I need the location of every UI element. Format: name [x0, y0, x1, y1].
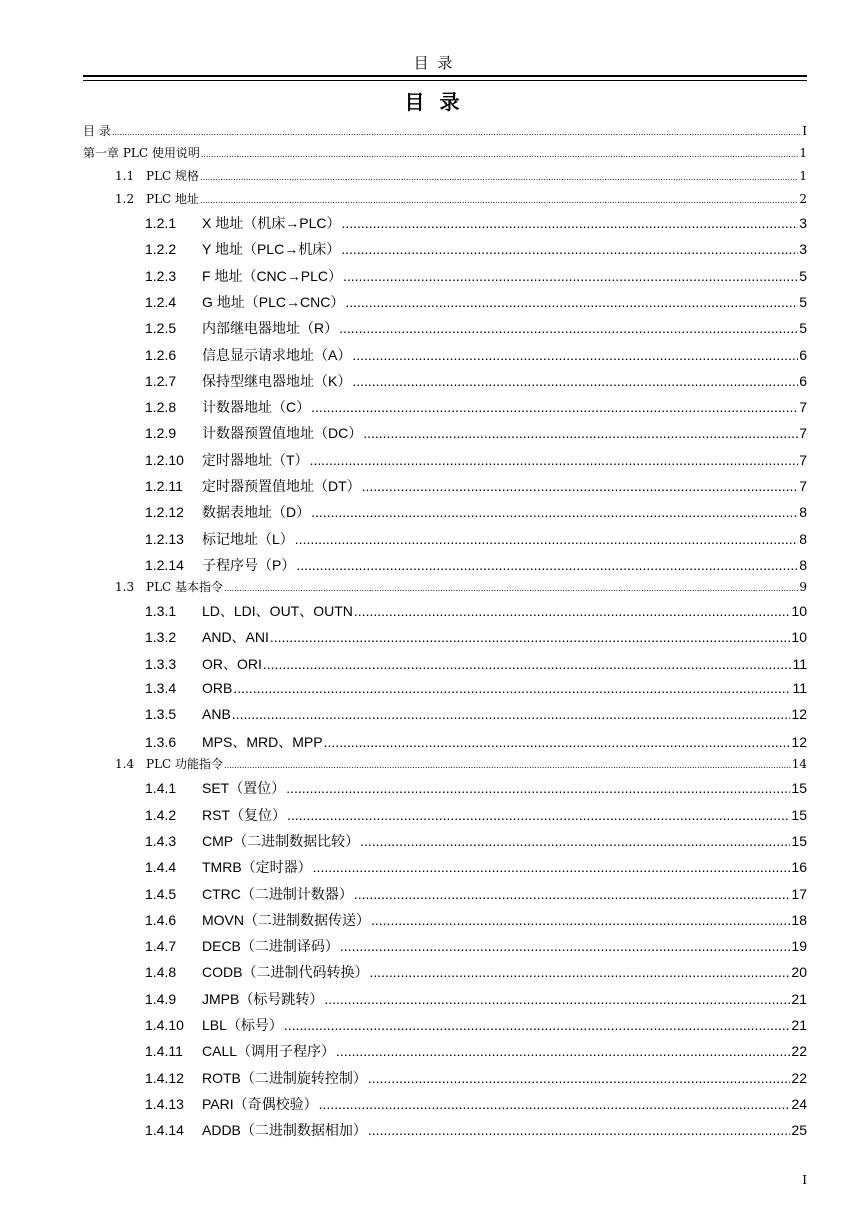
toc-entry-title: CMP（二进制数据比较） [202, 833, 360, 849]
toc-entry-page: 11 [792, 656, 807, 672]
dot-leader [284, 1017, 791, 1031]
toc-entry[interactable] [145, 529, 807, 549]
dot-leader [232, 706, 791, 720]
toc-entry-number: 1.2.1 [145, 215, 177, 231]
toc-entry-number: 1.3.5 [145, 706, 177, 722]
toc-entry-number: 1.1 [115, 169, 135, 183]
toc-entry-number: 1.4.8 [145, 964, 177, 980]
toc-entry-page: 3 [799, 241, 807, 257]
toc-entry-number: 1.4.7 [145, 938, 177, 954]
toc-entry-title: 标记地址（L） [202, 531, 294, 547]
dot-leader [296, 557, 798, 571]
dot-leader [313, 859, 791, 873]
toc-entry[interactable] [145, 423, 807, 443]
toc-entry-page: 15 [791, 780, 807, 796]
dot-leader [360, 833, 790, 847]
toc-entry-number: 1.2.13 [145, 531, 184, 547]
dot-leader [341, 215, 798, 229]
toc-entry[interactable] [145, 884, 807, 904]
toc-entry-page: 16 [791, 859, 807, 875]
toc-entry-number: 1.4.12 [145, 1070, 184, 1086]
dot-leader [352, 347, 798, 361]
toc-entry-title: PARI（奇偶校验） [202, 1096, 318, 1112]
dot-leader [336, 1043, 790, 1057]
toc-entry[interactable] [145, 502, 807, 522]
toc-entry-title: 内部继电器地址（R） [202, 320, 339, 336]
toc-heading: 目 录 [404, 90, 464, 114]
toc-entry-page: 22 [791, 1070, 807, 1086]
toc-entry-number: 1.2.2 [145, 241, 177, 257]
toc-entry[interactable] [145, 936, 807, 956]
toc-entry-number: 1.2.7 [145, 373, 177, 389]
toc-entry-number: 1.4.4 [145, 859, 177, 875]
toc-entry-page: 1 [799, 146, 807, 160]
toc-entry[interactable] [145, 706, 807, 722]
toc-entry-page: 19 [791, 938, 807, 954]
toc-entry-title: LBL（标号） [202, 1017, 283, 1033]
header-rule-thick [83, 75, 807, 77]
toc-entry-page: 15 [791, 833, 807, 849]
dot-leader [311, 504, 798, 518]
dot-leader [112, 127, 801, 135]
toc-entry[interactable] [145, 857, 807, 877]
dot-leader [287, 807, 790, 821]
dot-leader [263, 656, 792, 670]
toc-entry-title: 数据表地址（D） [202, 504, 311, 520]
running-header-title: 目 录 [413, 54, 455, 72]
toc-entry-number: 1.2.3 [145, 268, 177, 284]
toc-entry-page: 8 [799, 557, 807, 573]
toc-entry-page: 3 [799, 215, 807, 231]
toc-entry-title: G 地址（PLC→CNC） [202, 294, 345, 310]
toc-entry[interactable] [145, 345, 807, 365]
toc-entry[interactable] [145, 266, 807, 286]
dot-leader [200, 195, 798, 203]
toc-entry-number: 1.3.4 [145, 680, 177, 696]
toc-entry-number: 1.4.14 [145, 1122, 184, 1138]
dot-leader [233, 680, 791, 694]
toc-entry-title: CTRC（二进制计数器） [202, 886, 353, 902]
toc-entry-title: 目 录 [83, 124, 111, 138]
toc-entry-number: 1.4 [115, 757, 135, 771]
toc-entry-page: 9 [799, 580, 807, 594]
toc-entry-title: ANB [202, 706, 231, 722]
dot-leader [224, 760, 791, 768]
dot-leader [354, 886, 791, 900]
toc-entry-title: PLC 功能指令 [146, 757, 224, 771]
toc-entry-page: 21 [791, 991, 807, 1007]
toc-entry-title: MPS、MRD、MPP [202, 734, 323, 750]
dot-leader [200, 172, 798, 180]
toc-entry-number: 1.4.10 [145, 1017, 184, 1033]
toc-entry[interactable] [145, 318, 807, 338]
dot-leader [286, 780, 790, 794]
header-rule-thin [83, 80, 807, 81]
toc-entry-title: PLC 规格 [146, 169, 200, 183]
toc-entry-number: 1.2.12 [145, 504, 184, 520]
toc-entry[interactable] [145, 778, 807, 798]
toc-entry-number: 1.2 [115, 192, 135, 206]
toc-entry-title: F 地址（CNC→PLC） [202, 268, 343, 284]
toc-entry-number: 1.2.9 [145, 425, 177, 441]
dot-leader [363, 425, 798, 439]
dot-leader [310, 452, 799, 466]
toc-entry-title: RST（复位） [202, 807, 286, 823]
dot-leader [270, 629, 791, 643]
toc-entry-page: 8 [799, 504, 807, 520]
toc-entry[interactable] [83, 144, 807, 161]
toc-entry-title: SET（置位） [202, 780, 286, 796]
toc-entry[interactable] [145, 1015, 807, 1035]
toc-entry-title: Y 地址（PLC→机床） [202, 241, 341, 257]
toc-entry[interactable] [145, 962, 807, 982]
toc-entry-page: 5 [799, 294, 807, 310]
toc-entry[interactable] [145, 831, 807, 851]
toc-entry-title: 计数器预置值地址（DC） [202, 425, 363, 441]
dot-leader [345, 294, 798, 308]
toc-entry[interactable] [145, 1120, 807, 1140]
toc-entry-title: 计数器地址（C） [202, 399, 311, 415]
dot-leader [340, 938, 791, 952]
toc-entry[interactable] [145, 450, 807, 470]
toc-entry[interactable] [145, 476, 807, 496]
toc-entry-number: 1.2.14 [145, 557, 184, 573]
dot-leader [319, 1096, 791, 1110]
toc-entry-page: 6 [799, 347, 807, 363]
toc-entry-number: 1.3.2 [145, 629, 177, 645]
toc-entry-page: 10 [791, 629, 807, 645]
toc-entry-title: 保持型继电器地址（K） [202, 373, 352, 389]
toc-entry[interactable] [145, 910, 807, 930]
toc-entry-number: 1.4.6 [145, 912, 177, 928]
toc-entry-number: 1.3.1 [145, 603, 177, 619]
toc-entry[interactable] [115, 578, 807, 595]
toc-entry-page: 18 [791, 912, 807, 928]
toc-entry-number: 1.4.2 [145, 807, 177, 823]
toc-entry-page: 12 [791, 706, 807, 722]
toc-entry[interactable] [145, 555, 807, 575]
toc-entry-number: 1.2.11 [145, 478, 183, 494]
dot-leader [354, 603, 791, 617]
toc-entry-number: 1.3.3 [145, 656, 177, 672]
toc-entry-page: I [802, 124, 807, 138]
toc-entry-title: DECB（二进制译码） [202, 938, 339, 954]
toc-entry-title: PLC 基本指令 [146, 580, 224, 594]
dot-leader [371, 912, 790, 926]
toc-entry-page: 1 [799, 169, 807, 183]
toc-entry-page: 11 [792, 680, 807, 696]
toc-entry[interactable] [145, 627, 807, 647]
dot-leader [369, 964, 790, 978]
toc-entry-title: LD、LDI、OUT、OUTN [202, 603, 353, 619]
dot-leader [339, 320, 798, 334]
toc-entry[interactable] [145, 239, 807, 259]
toc-entry-page: 2 [799, 192, 807, 206]
toc-entry-page: 21 [791, 1017, 807, 1033]
toc-entry-number: 1.2.8 [145, 399, 177, 415]
toc-entry-title: 定时器地址（T） [202, 452, 309, 468]
toc-entry-title: 定时器预置值地址（DT） [202, 478, 361, 494]
toc-entry-number: 1.4.5 [145, 886, 177, 902]
toc-entry-page: 17 [791, 886, 807, 902]
toc-entry-number: 1.4.13 [145, 1096, 184, 1112]
toc-entry[interactable] [145, 1068, 807, 1088]
dot-leader [311, 399, 798, 413]
toc-entry-page: 14 [791, 757, 807, 771]
toc-entry-number: 1.4.9 [145, 991, 177, 1007]
toc-entry-title: CALL（调用子程序） [202, 1043, 336, 1059]
dot-leader [341, 241, 798, 255]
toc-entry[interactable] [145, 397, 807, 417]
toc-entry-page: 15 [791, 807, 807, 823]
dot-leader [201, 149, 799, 157]
toc-entry-page: 7 [799, 425, 807, 441]
toc-entry-page: 5 [799, 268, 807, 284]
toc-entry-title: 信息显示请求地址（A） [202, 347, 352, 363]
toc-entry-number: 1.3 [115, 580, 135, 594]
toc-entry-number: 1.4.3 [145, 833, 177, 849]
toc-entry-page: 5 [799, 320, 807, 336]
toc-entry-number: 1.3.6 [145, 734, 177, 750]
toc-entry[interactable] [145, 213, 807, 233]
toc-entry-page: 7 [799, 399, 807, 415]
toc-entry-title: ROTB（二进制旋转控制） [202, 1070, 367, 1086]
toc-entry[interactable] [145, 805, 807, 825]
dot-leader [295, 531, 798, 545]
toc-entry-title: 第一章 PLC 使用说明 [83, 146, 200, 160]
toc-entry[interactable] [115, 190, 807, 207]
toc-entry-title: AND、ANI [202, 629, 269, 645]
toc-entry-title: ADDB（二进制数据相加） [202, 1122, 367, 1138]
toc-entry[interactable] [115, 167, 807, 184]
toc-entry[interactable] [145, 601, 807, 621]
toc-entry[interactable] [145, 1094, 807, 1114]
toc-entry-page: 8 [799, 531, 807, 547]
toc-entry-page: 20 [791, 964, 807, 980]
footer-page-number: I [802, 1173, 807, 1187]
toc-entry-number: 1.2.10 [145, 452, 184, 468]
toc-entry[interactable] [145, 1041, 807, 1061]
toc-entry[interactable] [145, 680, 807, 696]
toc-entry-page: 7 [799, 452, 807, 468]
toc-entry-page: 24 [791, 1096, 807, 1112]
toc-entry-title: X 地址（机床→PLC） [202, 215, 341, 231]
toc-entry-title: PLC 地址 [146, 192, 200, 206]
toc-entry[interactable] [83, 122, 807, 139]
toc-entry-title: CODB（二进制代码转换） [202, 964, 369, 980]
toc-entry-number: 1.2.4 [145, 294, 177, 310]
toc-entry-number: 1.2.5 [145, 320, 177, 336]
toc-entry[interactable] [145, 732, 807, 752]
toc-entry-page: 7 [799, 478, 807, 494]
toc-entry-page: 22 [791, 1043, 807, 1059]
dot-leader [224, 583, 798, 591]
toc-entry-number: 1.4.11 [145, 1043, 183, 1059]
dot-leader [352, 373, 798, 387]
toc-entry-number: 1.4.1 [145, 780, 177, 796]
toc-entry-title: ORB [202, 680, 233, 696]
toc-entry[interactable] [115, 755, 807, 772]
toc-entry[interactable] [145, 654, 807, 674]
toc-entry[interactable] [145, 371, 807, 391]
toc-entry-page: 25 [791, 1122, 807, 1138]
toc-entry-title: 子程序号（P） [202, 557, 296, 573]
toc-entry-title: OR、ORI [202, 656, 262, 672]
toc-entry-number: 1.2.6 [145, 347, 177, 363]
toc-entry-title: TMRB（定时器） [202, 859, 312, 875]
dot-leader [368, 1070, 791, 1084]
toc-entry-title: JMPB（标号跳转） [202, 991, 324, 1007]
dot-leader [324, 991, 790, 1005]
toc-entry-page: 12 [791, 734, 807, 750]
dot-leader [343, 268, 798, 282]
toc-entry[interactable] [145, 292, 807, 312]
toc-entry-page: 6 [799, 373, 807, 389]
toc-entry[interactable] [145, 989, 807, 1009]
toc-entry-page: 10 [791, 603, 807, 619]
dot-leader [362, 478, 799, 492]
dot-leader [368, 1122, 791, 1136]
dot-leader [324, 734, 791, 748]
toc-entry-title: MOVN（二进制数据传送） [202, 912, 370, 928]
